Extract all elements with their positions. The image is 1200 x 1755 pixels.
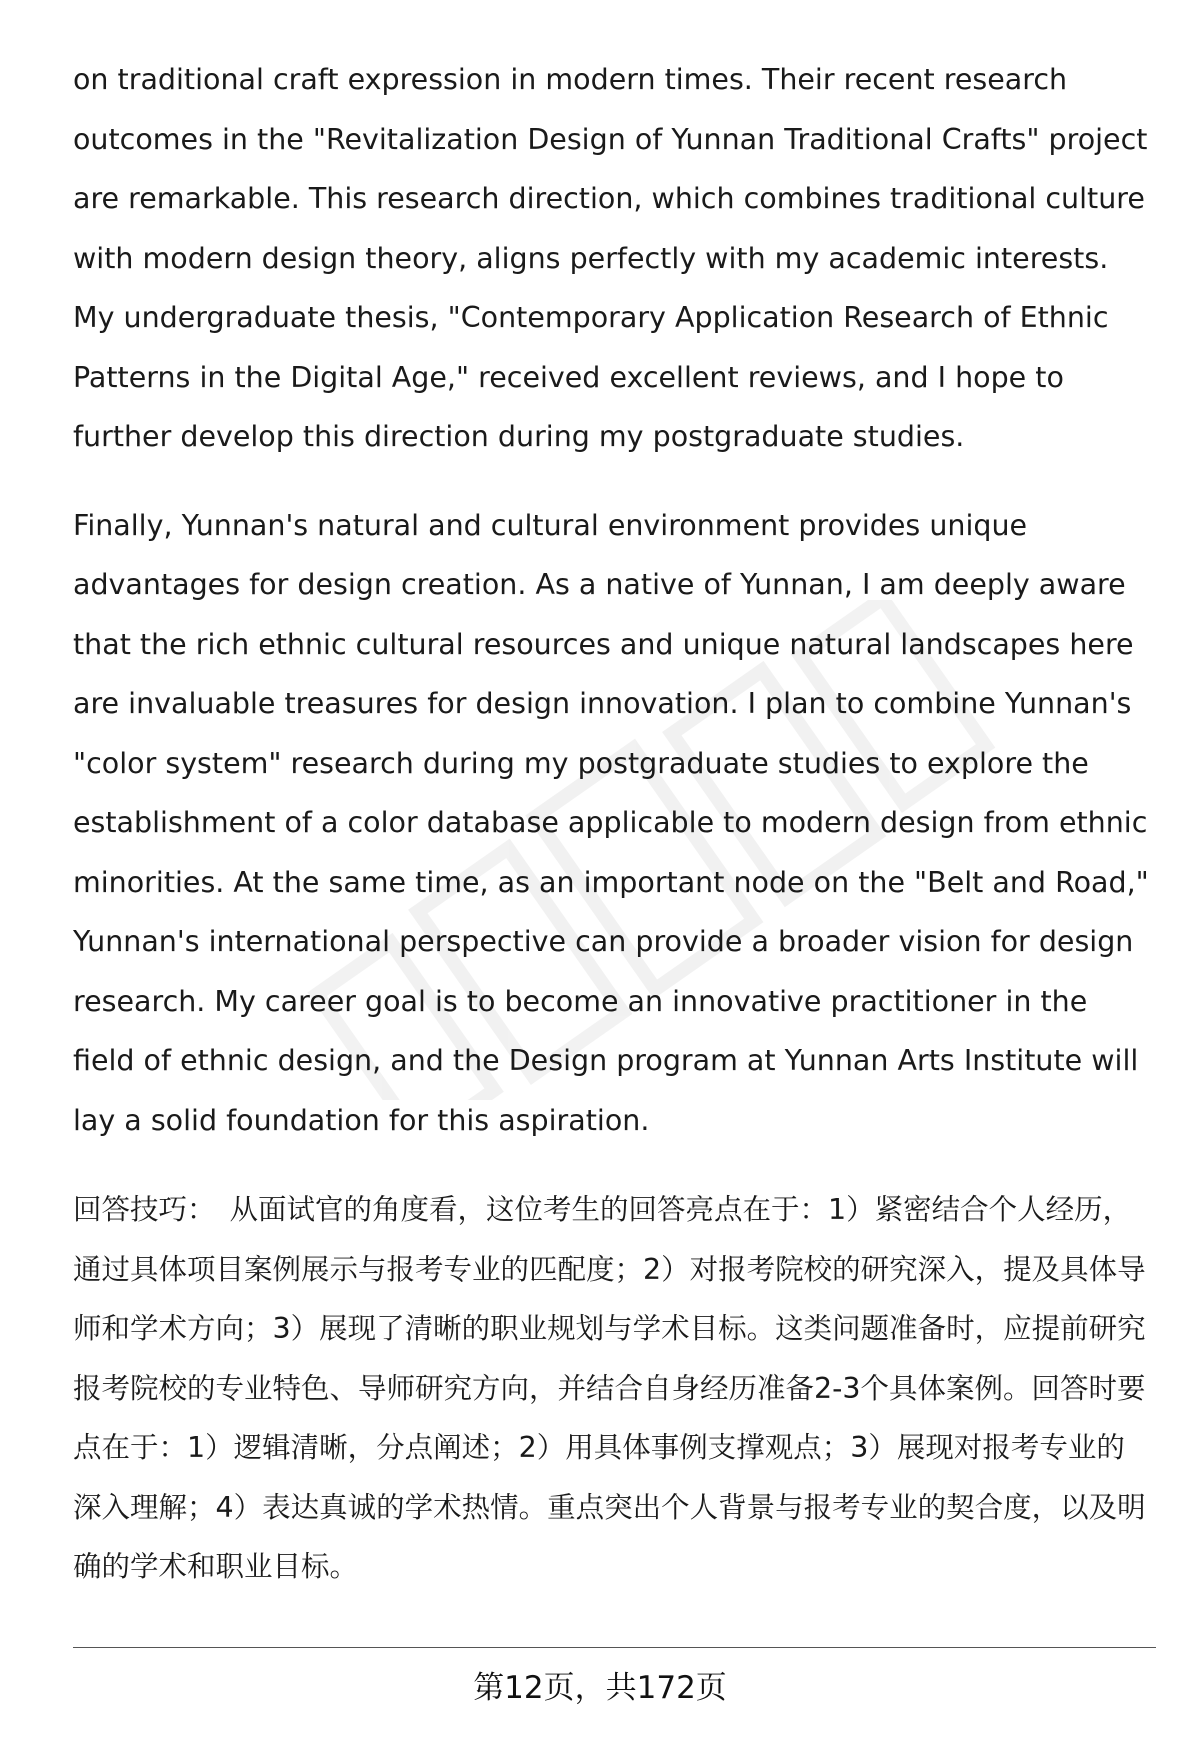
document-page <box>73 50 1153 1597</box>
answer-tips-paragraph <box>73 1180 1153 1597</box>
footer-divider <box>73 1647 1156 1648</box>
answer-tips-label: 回答技巧： <box>73 1193 216 1226</box>
answer-tips-text: 从面试官的角度看，这位考生的回答亮点在于：1）紧密结合个人经历，通过具体项目案例展示与报考专业的匹配度；2）对报考院校的研究深入，提及具体导师和学术方向；3）展现了清晰的职业规划与学术目标。这类问题准备时，应提前研究报考院校的专业特色、导师研究方向，并结合自身经历准备2-3个具体案例。回答时要点在于：1）逻辑清晰，分点阐述；2）用具体事例支撑观点；3）展现对报考专业的深入理解；4）表达真诚的学术热情。重点突出个人背景与报考专业的契合度，以及明确的学术和职业目标。 <box>73 1193 1146 1583</box>
body-paragraph: Finally, Yunnan's natural and cultural environment provides unique advantages for design creation. As a native of Yunnan, I am deeply aware that the rich ethnic cultural resources and unique natural landscapes here are invaluable treasures for design innovation. I plan to combine Yunnan's "color system" research during my postgraduate studies to explore the establishment of a color database applicable to modern design from ethnic minorities. At the same time, as an important node on the "Belt and Road," Yunnan's international perspective can provide a broader vision for design research. My career goal is to become an innovative practitioner in the field of ethnic design, and the Design program at Yunnan Arts Institute will lay a solid foundation for this aspiration. <box>73 508 1149 1137</box>
page-number: 第12页，共172页 <box>473 1670 727 1706</box>
body-paragraph: on traditional craft expression in modern times. Their recent research outcomes in the "Revitalization Design of Yunnan Traditional Crafts" project are remarkable. This research direction, which combines traditional culture with modern design theory, aligns perfectly with my academic interests. My undergraduate thesis, "Contemporary Application Research of Ethnic Patterns in the Digital Age," received excellent reviews, and I hope to further develop this direction during my postgraduate studies. <box>73 63 1148 453</box>
